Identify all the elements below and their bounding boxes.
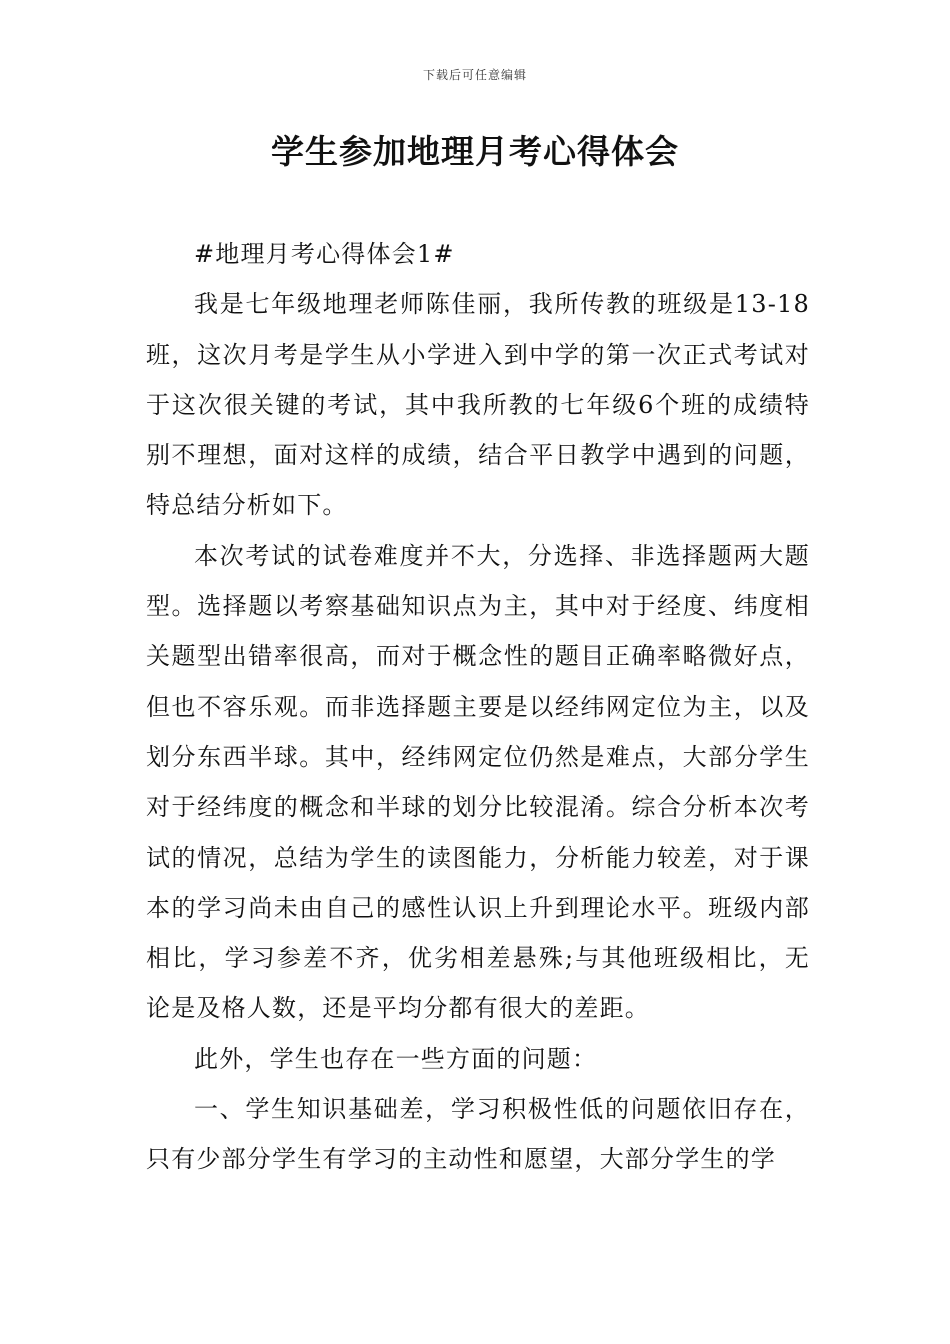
- document-body: [146, 229, 810, 1185]
- paragraph-problems-intro: 此外，学生也存在一些方面的问题：: [194, 1044, 598, 1073]
- document-title: 学生参加地理月考心得体会: [271, 132, 679, 171]
- paragraph-intro: 我是七年级地理老师陈佳丽，我所传教的班级是13-18班，这次月考是学生从小学进入到中学的第一次正式考试对于这次很关键的考试，其中我所教的七年级6个班的成绩特别不理想，面对这样的成绩，结合平日教学中遇到的问题，特总结分析如下。: [146, 290, 810, 520]
- paragraph-problem-one: 一、学生知识基础差，学习积极性低的问题依旧存在，只有少部分学生有学习的主动性和愿望，大部分学生的学: [146, 1095, 810, 1174]
- header-note: 下载后可任意编辑: [422, 68, 527, 82]
- section-heading: #地理月考心得体会1#: [194, 240, 455, 268]
- paragraph-analysis: 本次考试的试卷难度并不大，分选择、非选择题两大题型。选择题以考察基础知识点为主，其中对于经度、纬度相关题型出错率很高，而对于概念性的题目正确率略微好点，但也不容乐观。而非选择题主要是以经纬网定位为主，以及划分东西半球。其中，经纬网定位仍然是难点，大部分学生对于经纬度的概念和半球的划分比较混淆。综合分析本次考试的情况，总结为学生的读图能力，分析能力较差，对于课本的学习尚未由自己的感性认识上升到理论水平。班级内部相比，学习参差不齐，优劣相差悬殊;与其他班级相比，无论是及格人数，还是平均分都有很大的差距。: [146, 541, 810, 1023]
